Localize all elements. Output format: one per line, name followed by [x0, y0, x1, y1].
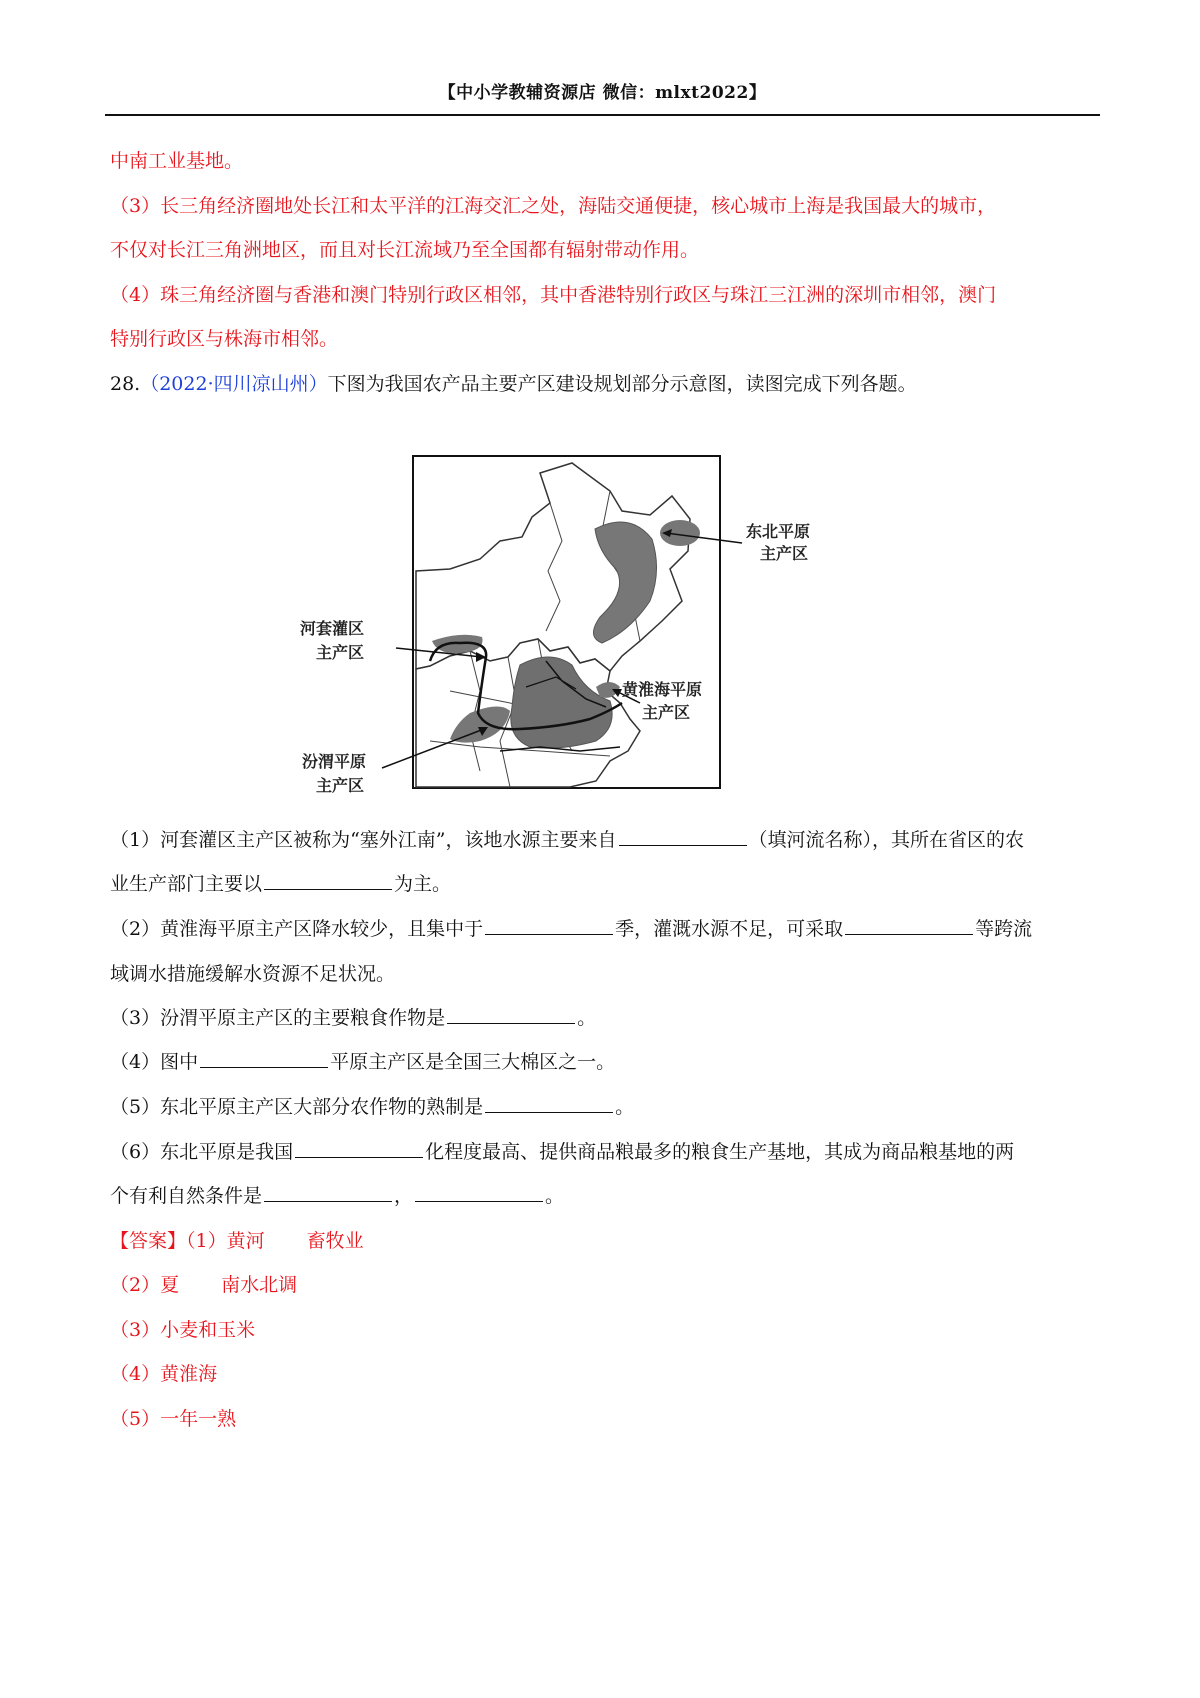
prev-answer-p4-line1: （4）珠三角经济圈与香港和澳门特别行政区相邻，其中香港特别行政区与珠江三江洲的深圳市相邻，澳门 [110, 284, 997, 306]
q4-text-b: 平原主产区是全国三大棉区之一。 [330, 1051, 616, 1073]
prev-answer-p4-line2: 特别行政区与株海市相邻。 [110, 328, 339, 350]
answer-3: （3）小麦和玉米 [110, 1319, 256, 1341]
answer-1-value-1: 黄河 [226, 1230, 265, 1252]
question-28-stem [110, 369, 1100, 396]
q2-text-b: 季，灌溉水源不足，可采取 [615, 918, 844, 940]
question-2-line1 [110, 914, 1100, 941]
q3-text-a: （3）汾渭平原主产区的主要粮食作物是 [110, 1007, 446, 1029]
prev-answer-p3-line1: （3）长三角经济圈地处长江和太平洋的江海交汇之处，海陆交通便捷，核心城市上海是我国最大的城市， [110, 195, 997, 217]
question-2-line2: 域调水措施缓解水资源不足状况。 [110, 963, 396, 985]
q1-text-b: （填河流名称），其所在省区的农 [748, 829, 1025, 851]
question-stem-text: 下图为我国农产品主要产区建设规划部分示意图，读图完成下列各题。 [327, 373, 917, 395]
answer-label: 【答案】 [110, 1230, 187, 1252]
map-figure [300, 451, 885, 866]
q2-blank-project[interactable] [845, 916, 973, 935]
question-source: （2022·四川凉山州） [140, 373, 328, 395]
q5-text-a: （5）东北平原主产区大部分农作物的熟制是 [110, 1096, 484, 1118]
q5-blank-cropping[interactable] [485, 1094, 613, 1113]
label-hetao-1: 河套灌区 [300, 619, 365, 638]
q1-text-d: 为主。 [394, 873, 452, 895]
answer-2-value-2: 南水北调 [221, 1274, 298, 1296]
answer-4: （4）黄淮海 [110, 1363, 218, 1385]
answer-5: （5）一年一熟 [110, 1408, 237, 1430]
q6-blank-mechanization[interactable] [295, 1139, 423, 1158]
q2-text-c: 等跨流 [975, 918, 1033, 940]
q4-text-a: （4）图中 [110, 1051, 199, 1073]
prev-answer-p3-line2: 不仅对长江三角洲地区，而且对长江流域乃至全国都有辐射带动作用。 [110, 239, 700, 261]
answer-2-value-1: 夏 [160, 1274, 180, 1296]
q6-blank-condition-1[interactable] [264, 1183, 392, 1202]
q6-blank-condition-2[interactable] [415, 1183, 543, 1202]
question-3 [110, 1003, 1100, 1030]
answer-2 [110, 1270, 1100, 1297]
page-header: 【中小学教辅资源店 微信：mlxt2022】 [438, 83, 767, 103]
q6-text-b: 化程度最高、提供商品粮最多的粮食生产基地，其成为商品粮基地的两 [425, 1141, 1015, 1163]
question-6-line1 [110, 1137, 1100, 1164]
agriculture-map [300, 451, 885, 866]
q2-blank-season[interactable] [485, 916, 613, 935]
question-5 [110, 1092, 1100, 1119]
q1-blank-sector[interactable] [264, 871, 392, 890]
label-fenwei-1: 汾渭平原 [302, 752, 367, 771]
q6-text-e: 。 [545, 1185, 565, 1207]
q6-text-d: ， [394, 1185, 414, 1207]
answer-1-value-2: 畜牧业 [306, 1230, 364, 1252]
label-hetao-2: 主产区 [316, 643, 365, 662]
q2-text-a: （2）黄淮海平原主产区降水较少，且集中于 [110, 918, 484, 940]
prev-answer-line: 中南工业基地。 [110, 150, 244, 172]
label-fenwei-2: 主产区 [316, 776, 365, 795]
q3-text-b: 。 [577, 1007, 597, 1029]
q6-text-c: 个有利自然条件是 [110, 1185, 263, 1207]
question-number: 28. [110, 373, 141, 395]
question-1-line1 [110, 825, 1100, 852]
answer-2-num: （2） [110, 1274, 161, 1296]
q1-text-a: （1）河套灌区主产区被称为“塞外江南”，该地水源主要来自 [110, 829, 617, 851]
q4-blank-plain[interactable] [200, 1049, 328, 1068]
label-dongbei-1: 东北平原 [746, 522, 811, 541]
question-1-line2 [110, 869, 1100, 896]
label-huanghuaihai-1: 黄淮海平原 [622, 680, 703, 699]
answer-1 [110, 1226, 1100, 1253]
q1-blank-river[interactable] [619, 827, 747, 846]
question-6-line2 [110, 1181, 1100, 1208]
label-dongbei-2: 主产区 [760, 544, 809, 563]
answer-1-num: （1） [186, 1230, 227, 1252]
question-4 [110, 1047, 1100, 1074]
label-huanghuaihai-2: 主产区 [642, 703, 691, 722]
q1-text-c: 业生产部门主要以 [110, 873, 263, 895]
header-rule [105, 114, 1100, 116]
q3-blank-crop[interactable] [447, 1005, 575, 1024]
q5-text-b: 。 [615, 1096, 635, 1118]
q6-text-a: （6）东北平原是我国 [110, 1141, 294, 1163]
